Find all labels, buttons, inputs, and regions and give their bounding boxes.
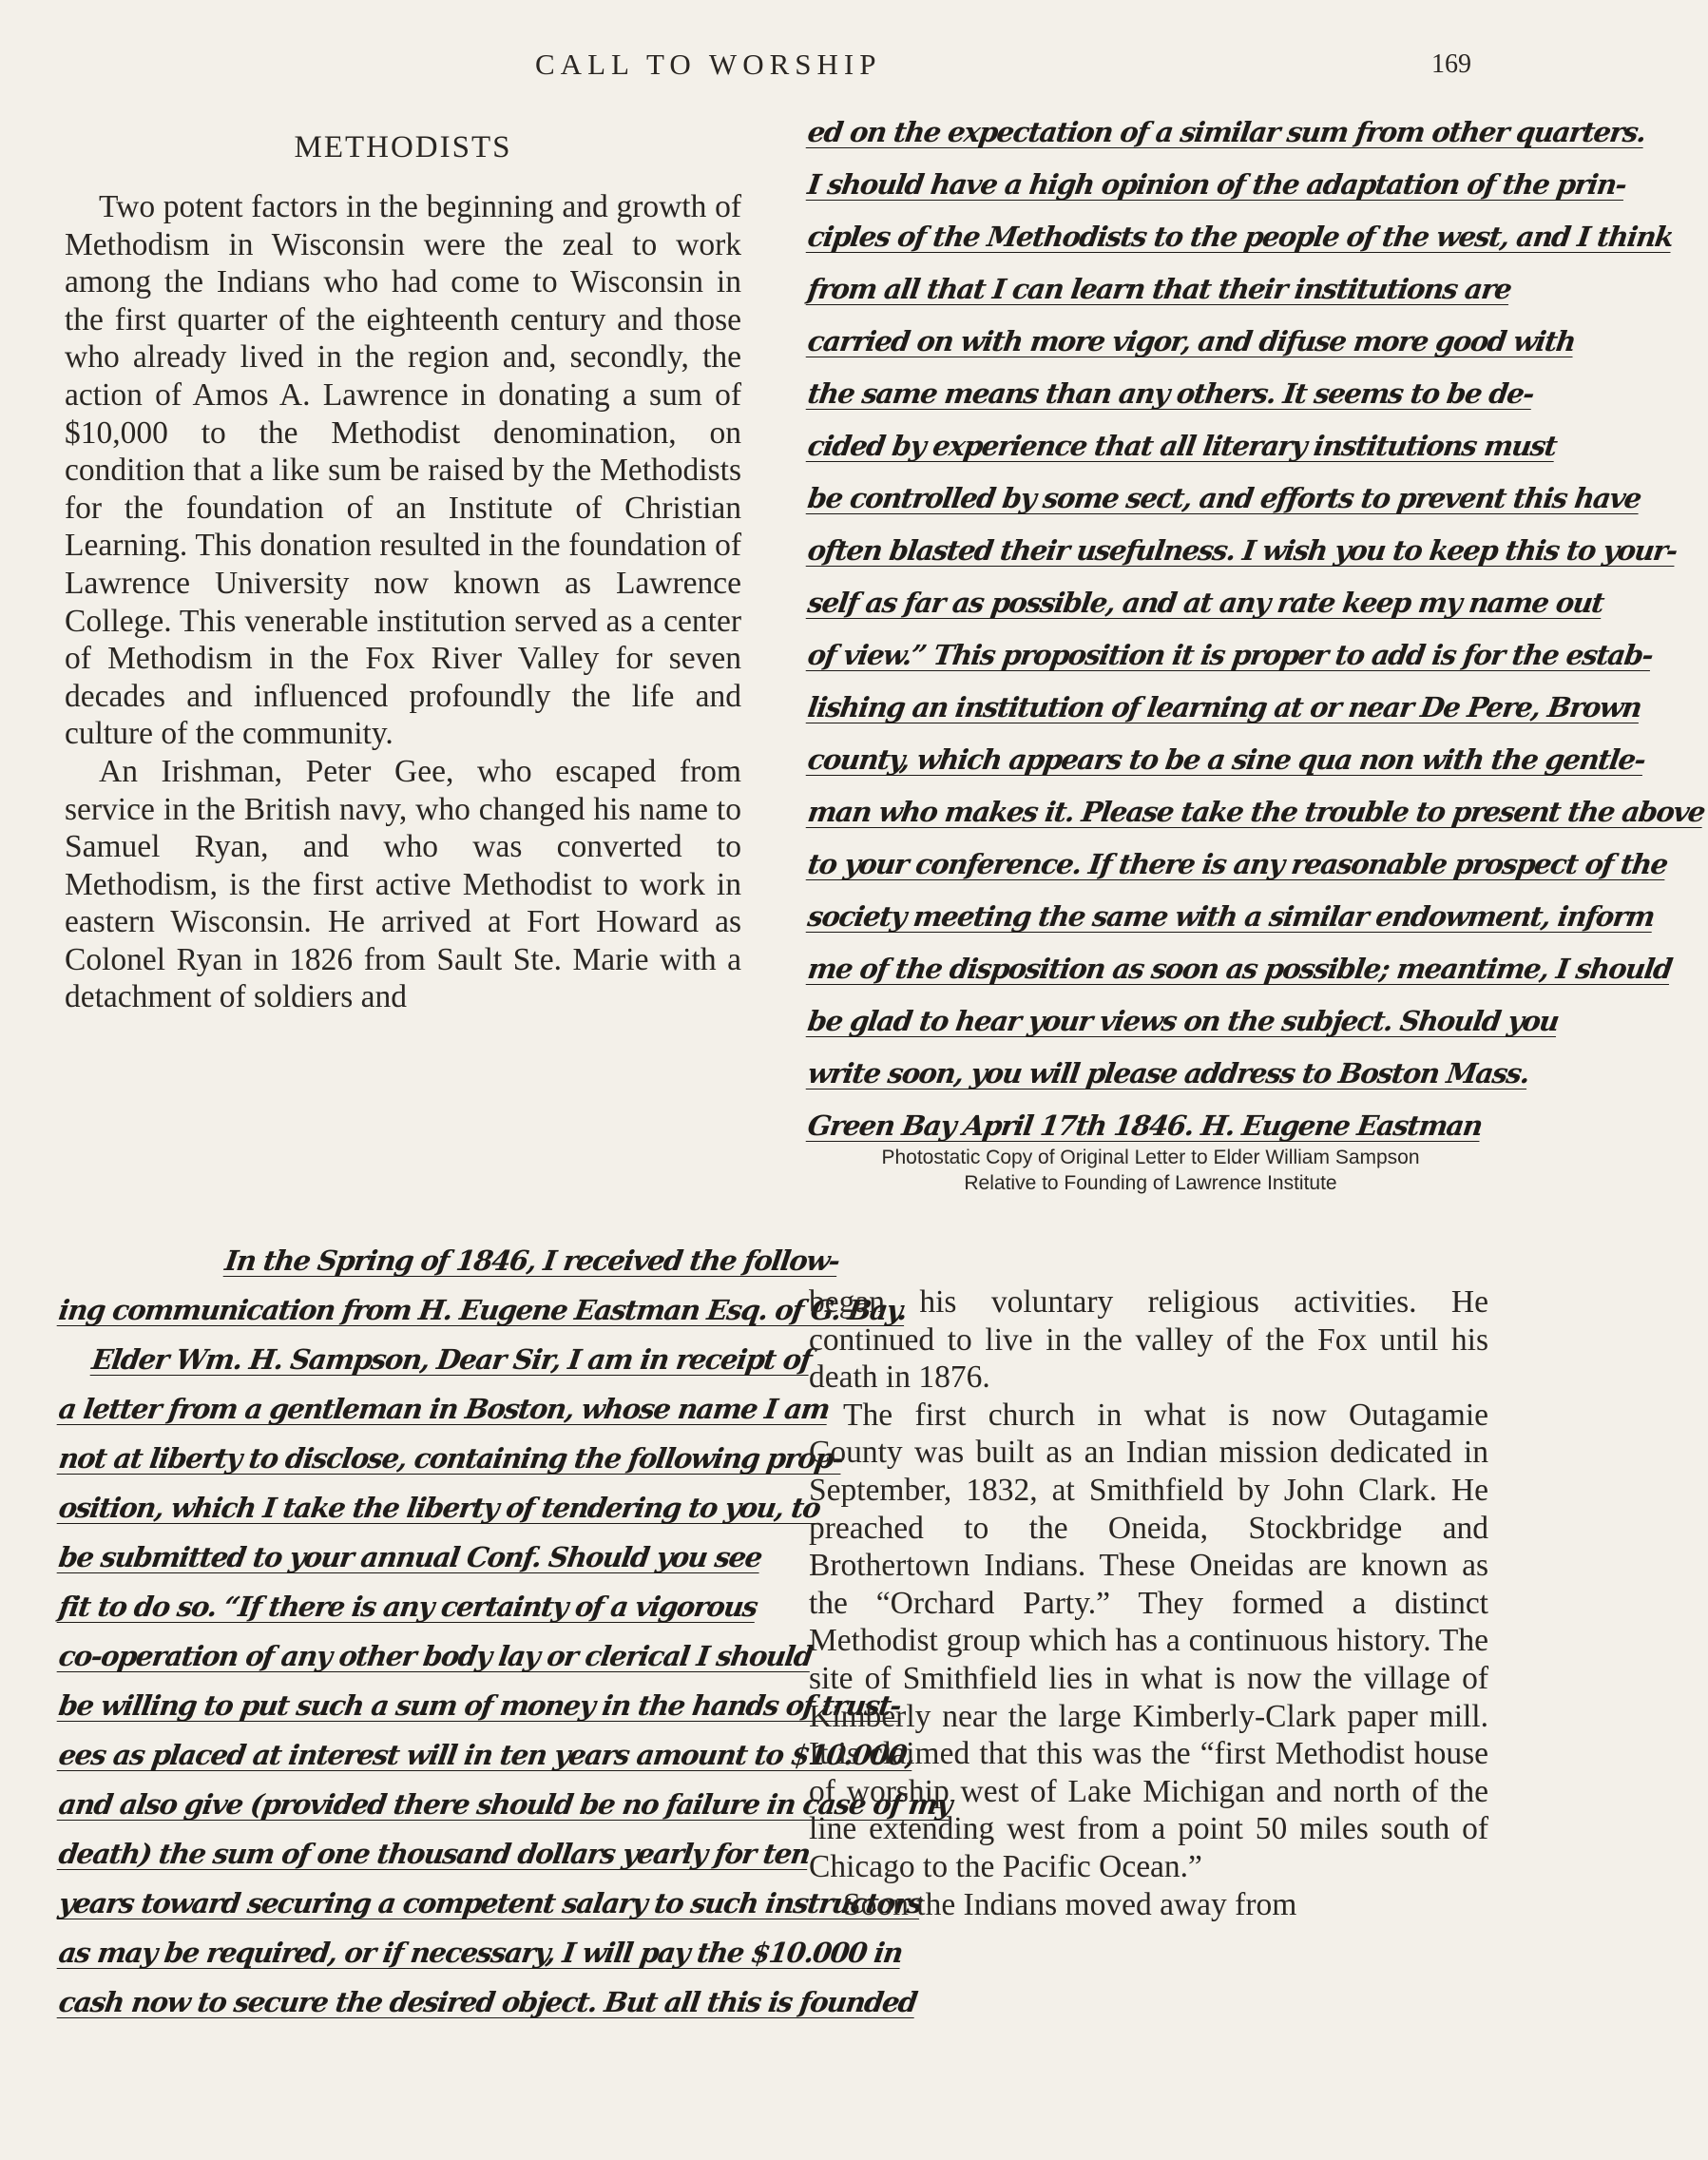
handwritten-letter-beginning [56, 1236, 954, 2044]
handwritten-line: osition, which I take the liberty of tendering to you, to [56, 1492, 822, 1524]
handwritten-line: not at liberty to disclose, containing the following prop- [56, 1442, 846, 1475]
handwritten-line: and also give (provided there should be no failure in case of my [56, 1788, 954, 1821]
handwritten-line: In the Spring of 1846, I received the follow- [222, 1244, 841, 1277]
handwritten-line: write soon, you will please address to Boston Mass. [805, 1057, 1531, 1090]
paragraph: began his voluntary religious activities. He continued to live in the valley of the Fox until his death in 1876. [809, 1284, 1488, 1396]
handwritten-line: death) the sum of one thousand dollars yearly for ten [56, 1838, 812, 1870]
handwritten-line: be willing to put such a sum of money in the hands of trust- [56, 1689, 903, 1722]
handwritten-signature-line: Green Bay April 17th 1846. H. Eugene Eastman [805, 1109, 1485, 1142]
paragraph: An Irishman, Peter Gee, who escaped from service in the British navy, who changed his name to Samuel Ryan, and who was converted to Methodism, is the first active Methodist to work in eastern Wisconsin. He arrived at Fort Howard as Colonel Ryan in 1826 from Sault Ste. Marie with a detachment of soldiers and [65, 753, 741, 1015]
handwritten-line: cided by experience that all literary institutions must [805, 430, 1559, 462]
handwritten-line: fit to do so. “If there is any certainty of a vigorous [56, 1591, 759, 1623]
handwritten-line: ciples of the Methodists to the people of the west, and I think [805, 221, 1676, 253]
paragraph: The first church in what is now Outagamie County was built as an Indian mission dedicated in September, 1832, at Smithfield by John Clark. He preached to the Oneida, Stockbridge and Brothertown Indians. These Oneidas are known as the “Orchard Party.” They formed a distinct Methodist group which has a continuous history. The site of Smithfield lies in what is now the village of Kimberly near the large Kimberly-Clark paper mill. It is claimed that this was the “first Methodist house of worship west of Lake Michigan and north of the line extending west from a point 50 miles south of Chicago to the Pacific Ocean.” [809, 1397, 1488, 1884]
handwritten-line: cash now to secure the desired object. But all this is founded [56, 1986, 919, 2018]
handwritten-line: carried on with more vigor, and difuse more good with [805, 325, 1578, 357]
handwritten-line: be submitted to your annual Conf. Should you see [56, 1541, 764, 1573]
page-number: 169 [1431, 49, 1471, 79]
handwritten-line: as may be required, or if necessary, I will pay the $10.000 in [56, 1937, 905, 1969]
handwritten-line: co-operation of any other body lay or clerical I should [56, 1640, 815, 1672]
handwritten-line: society meeting the same with a similar endowment, inform [805, 900, 1657, 933]
paragraph: Soon the Indians moved away from [843, 1886, 1297, 1922]
paragraph: Two potent factors in the beginning and growth of Methodism in Wisconsin were the zeal to work among the Indians who had come to Wisconsin in the first quarter of the eighteenth century and those who already lived in the region and, secondly, the action of Amos A. Lawrence in donating a sum of $10,000 to the Methodist denomination, on condition that a like sum be raised by the Methodists for the foundation of an Institute of Christian Learning. This donation resulted in the foundation of Lawrence University now known as Lawrence College. This venerable institution served as a center of Methodism in the Fox River Valley for seven decades and influenced profoundly the life and culture of the community. [65, 189, 741, 752]
handwritten-line: years toward securing a competent salary to such instructors [56, 1887, 924, 1919]
caption-line: Photostatic Copy of Original Letter to Elder William Sampson [881, 1147, 1420, 1168]
handwritten-line: county, which appears to be a sine qua non with the gentle- [805, 743, 1647, 776]
handwritten-line: from all that I can learn that their institutions are [805, 273, 1513, 305]
handwritten-line: of view.” This proposition it is proper to add is for the estab- [805, 639, 1655, 671]
caption-line: Relative to Founding of Lawrence Institute [964, 1172, 1337, 1194]
handwritten-line: man who makes it. Please take the trouble to present the above [805, 796, 1707, 828]
handwritten-line: be controlled by some sect, and efforts to prevent this have [805, 482, 1643, 514]
handwritten-line: a letter from a gentleman in Boston, whose name I am [56, 1393, 832, 1425]
running-title: CALL TO WORSHIP [535, 48, 882, 81]
handwritten-line: ees as placed at interest will in ten years amount to $10.000, [56, 1739, 916, 1771]
photo-caption [806, 1145, 1495, 1196]
right-text-column [809, 1283, 1488, 2044]
left-text-column [65, 188, 741, 1177]
handwritten-line: I should have a high opinion of the adaptation of the prin- [805, 168, 1628, 201]
handwritten-line: be glad to hear your views on the subject. Should you [805, 1005, 1561, 1037]
handwritten-line: Elder Wm. H. Sampson, Dear Sir, I am in receipt of [89, 1343, 814, 1376]
handwritten-line: ed on the expectation of a similar sum from other quarters. [805, 116, 1648, 148]
handwritten-line: lishing an institution of learning at or near De Pere, Brown [805, 691, 1643, 723]
handwritten-line: ing communication from H. Eugene Eastman Esq. of G. Bay. [56, 1294, 909, 1326]
section-heading: METHODISTS [294, 130, 512, 164]
handwritten-line: me of the disposition as soon as possible; meantime, I should [805, 953, 1674, 985]
handwritten-line: the same means than any others. It seems to be de- [805, 377, 1536, 410]
handwritten-letter-continuation [805, 106, 1707, 1142]
handwritten-line: self as far as possible, and at any rate keep my name out [805, 587, 1605, 619]
running-head [0, 46, 1553, 84]
handwritten-line: to your conference. If there is any reasonable prospect of the [805, 848, 1670, 880]
handwritten-line: often blasted their usefulness. I wish you to keep this to your- [805, 534, 1679, 567]
